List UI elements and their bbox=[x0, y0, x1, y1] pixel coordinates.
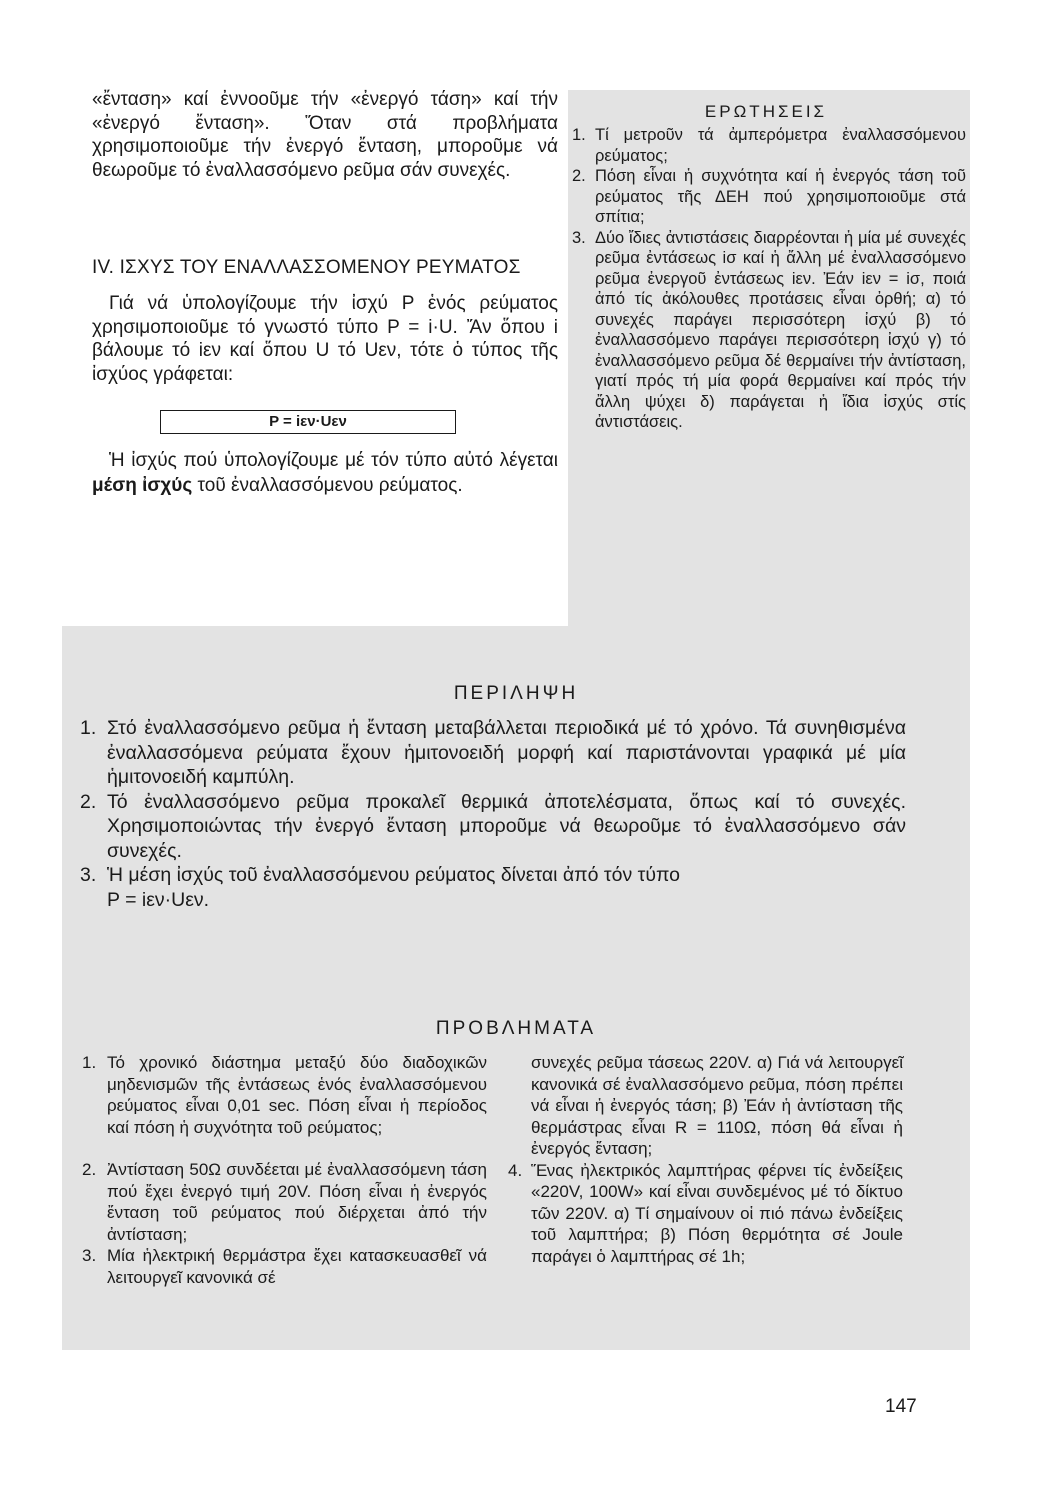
problems-right-column bbox=[508, 1052, 903, 1267]
summary-number: 2. bbox=[80, 790, 97, 813]
intro-paragraph bbox=[92, 88, 558, 182]
question-item bbox=[572, 125, 966, 166]
problem-text: Τό χρονικό διάστημα μεταξύ δύο διαδοχικῶν μηδενισμῶν τῆς ἐντάσεως ἑνός ἐναλλασσόμενου ρεύματος εἶναι 0,01 sec. Πόση εἶναι ἡ περίοδος καί πόση ἡ συχνότητα τοῦ ρεύματος; bbox=[107, 1053, 487, 1137]
problem-number: 3. bbox=[82, 1246, 97, 1265]
section-heading: IV. ΙΣΧΥΣ ΤΟΥ ΕΝΑΛΛΑΣΣΟΜΕΝΟΥ ΡΕΥΜΑΤΟΣ bbox=[92, 257, 521, 278]
summary-list bbox=[80, 716, 906, 912]
problems-left-column bbox=[82, 1052, 487, 1288]
problem-text: Ἕνας ἠλεκτρικός λαμπτήρας φέρνει τίς ἐνδείξεις «220V, 100W» καί εἶναι συνδεμένος μέ τό δίκτυο τῶν 220V. α) Τί σημαίνουν οἱ πιό πάνω ἐνδείξεις τοῦ λαμπτήρα; β) Πόση θερμότητα σέ Joule παράγει ὁ λαμπτήρας σέ 1h; bbox=[531, 1160, 903, 1266]
summary-text: Στό ἐναλλασσόμενο ρεῦμα ἡ ἔνταση μεταβάλλεται περιοδικά μέ τό χρόνο. Τά συνηθισμένα ἐναλλασσόμενα ρεύματα ἔχουν ἡμιτονοειδή μορφή καί παριστάνονται γραφικά μέ μία ἡμιτονοειδή καμπύλη. bbox=[107, 717, 906, 788]
summary-item bbox=[80, 790, 906, 864]
summary-formula: P = iεν·Uεν. bbox=[107, 888, 210, 911]
problem-number: 4. bbox=[508, 1160, 523, 1180]
problems-title: ΠΡΟΒΛΗΜΑΤΑ bbox=[435, 1018, 597, 1039]
page-number: 147 bbox=[885, 1396, 917, 1417]
question-item bbox=[572, 228, 966, 433]
problem-item bbox=[508, 1160, 903, 1268]
summary-item bbox=[80, 863, 906, 912]
questions-list bbox=[572, 125, 966, 433]
summary-title: ΠΕΡΙΛΗΨΗ bbox=[453, 683, 579, 704]
problem-item bbox=[82, 1159, 487, 1245]
section-body-text: Γιά νά ὑπολογίζουμε τήν ἰσχύ P ἑνός ρεύματος χρησιμοποιοῦμε τό γνωστό τύπο P = i·U. Ἄν ὅπου i βάλουμε τό iεν καί ὅπου U τό Uεν, τότε ὁ τύπος τῆς ἰσχύος γράφεται: bbox=[92, 293, 558, 385]
problem-item bbox=[82, 1245, 487, 1288]
problem-number: 1. bbox=[82, 1053, 97, 1072]
summary-text: Τό ἐναλλασσόμενο ρεῦμα προκαλεῖ θερμικά ἀποτελέσματα, ὅπως καί τό συνεχές. Χρησιμοποιώντας τήν ἐνεργό ἔνταση μποροῦμε νά θεωροῦμε τό ἐναλλασσόμενο σάν συνεχές. bbox=[107, 790, 906, 862]
mean-power-term: μέση ἰσχύς bbox=[92, 475, 193, 496]
question-number: 3. bbox=[572, 228, 586, 247]
question-text: Δύο ἴδιες ἀντιστάσεις διαρρέονται ἡ μία μέ συνεχές ρεῦμα ἐντάσεως iσ καί ἡ ἄλλη μέ ἐναλλασσόμενο ρεῦμα ἐνεργοῦ ἐντάσεως iεν. Ἐάν iεν = iσ, ποιά ἀπό τίς ἀκόλουθες προτάσεις εἶναι ὀρθή; α) τό συνεχές παράγει περισσότερη ἰσχύ β) τό ἐναλλασσόμενο παράγει περισσότερη ἰσχύ γ) τό ἐναλλασσόμενο ρεῦμα δέ θερμαίνει τήν ἀντίσταση, γιατί πρός τή μία φορά θερμαίνει καί πρός τήν ἄλλη ψύχει δ) παράγεται ἡ ἴδια ἰσχύς στίς ἀντιστάσεις. bbox=[595, 228, 966, 431]
questions-title: ΕΡΩΤΗΣΕΙΣ bbox=[704, 102, 828, 121]
question-text: Πόση εἶναι ἡ συχνότητα καί ἡ ἐνεργός τάση τοῦ ρεύματος τῆς ΔΕΗ πού χρησιμοποιοῦμε στά σπίτια; bbox=[595, 167, 966, 226]
mean-text-after: τοῦ ἐναλλασσόμενου ρεύματος. bbox=[192, 475, 463, 496]
mean-text-before: Ἡ ἰσχύς πού ὑπολογίζουμε μέ τόν τύπο αὐτό λέγεται bbox=[109, 450, 558, 471]
summary-text: Ἡ μέση ἰσχύς τοῦ ἐναλλασσόμενου ρεύματος δίνεται ἀπό τόν τύπο bbox=[107, 864, 681, 886]
problem-continuation bbox=[508, 1052, 903, 1160]
problem-item bbox=[82, 1052, 487, 1138]
question-number: 2. bbox=[572, 167, 586, 185]
section-body bbox=[92, 292, 558, 386]
formula-box: P = iεν·Uεν bbox=[160, 410, 456, 434]
mean-power-paragraph bbox=[92, 448, 558, 498]
summary-item bbox=[80, 716, 906, 790]
question-number: 1. bbox=[572, 126, 586, 144]
summary-number: 1. bbox=[80, 717, 97, 739]
question-item bbox=[572, 166, 966, 228]
problem-text: Ἀντίσταση 50Ω συνδέεται μέ ἐναλλασσόμενη τάση πού ἔχει ἐνεργό τιμή 20V. Πόση εἶναι ἡ ἐνεργός ἔνταση τοῦ ρεύματος πού διέρχεται ἀπό τήν ἀντίσταση; bbox=[107, 1160, 487, 1244]
intro-text: «ἔνταση» καί ἐννοοῦμε τήν «ἐνεργό τάση» καί τήν «ἐνεργό ἔνταση». Ὅταν στά προβλήματα χρησιμοποιοῦμε τήν ἐνεργό ἔνταση, μποροῦμε νά θεωροῦμε τό ἐναλλασσόμενο ρεῦμα σάν συνεχές. bbox=[92, 89, 558, 181]
question-text: Τί μετροῦν τά ἀμπερόμετρα ἐναλλασσόμενου ρεύματος; bbox=[595, 126, 966, 165]
problem-text: Μία ἡλεκτρική θερμάστρα ἔχει κατασκευασθεῖ νά λειτουργεῖ κανονικά σέ bbox=[107, 1246, 487, 1287]
summary-number: 3. bbox=[80, 864, 97, 886]
problem-number: 2. bbox=[82, 1160, 97, 1179]
problem-text: συνεχές ρεῦμα τάσεως 220V. α) Γιά νά λειτουργεῖ κανονικά σέ ἐναλλασσόμενο ρεῦμα, πόση πρέπει νά εἶναι ἡ ἐνεργός τάση; β) Ἐάν ἡ ἀντίσταση τῆς θερμάστρας εἶναι R = 110Ω, πόση θά εἶναι ἡ ἐνεργός ἔνταση; bbox=[531, 1053, 903, 1158]
